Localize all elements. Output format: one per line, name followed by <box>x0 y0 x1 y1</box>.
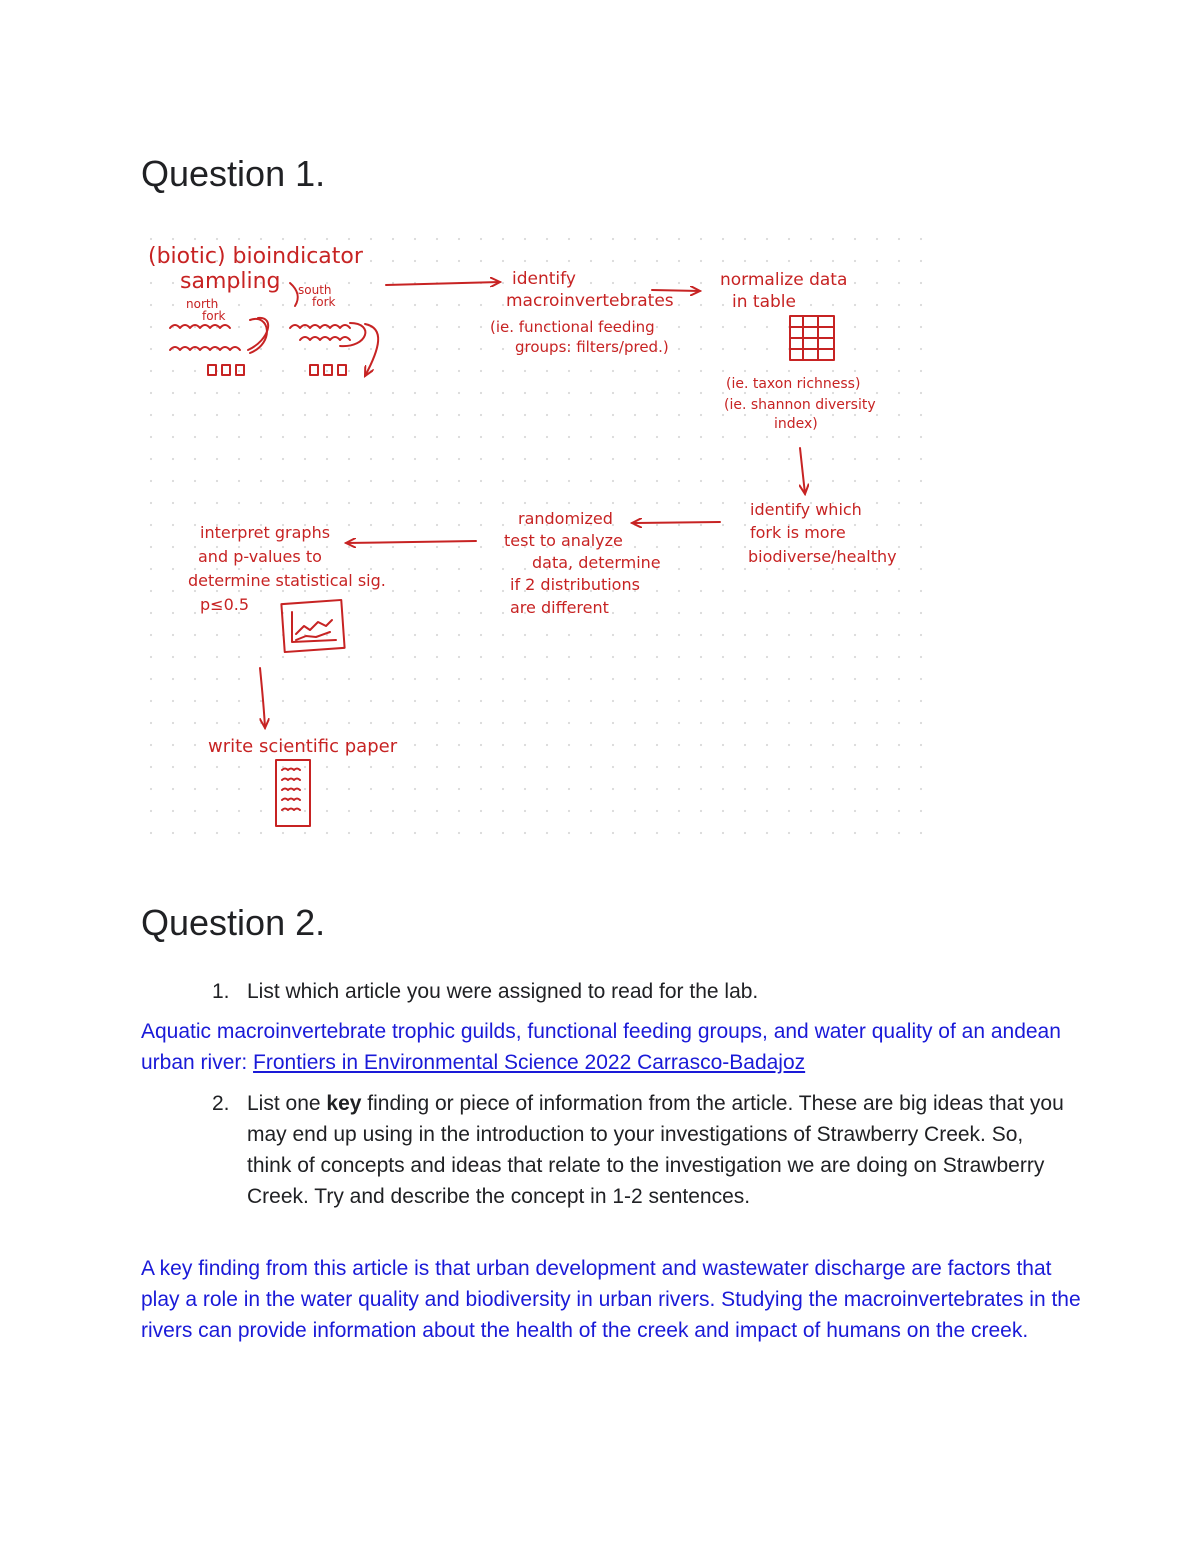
svg-text:(biotic) bioindicator <box>148 244 364 269</box>
sketch-text: (ie. shannon diversity <box>724 397 876 413</box>
sketch-text: and p-values to <box>198 547 322 566</box>
article-link[interactable]: Frontiers in Environmental Science 2022 Carrasco-Badajoz <box>253 1051 806 1074</box>
sketch-text: north <box>186 297 219 311</box>
text-part: List one <box>247 1092 327 1115</box>
sketch-text: fork <box>312 295 336 309</box>
sketch-text: (ie. functional feeding <box>490 318 655 336</box>
sketch-text: randomized <box>518 509 613 528</box>
arrow-fork-to-randomized-test <box>632 522 720 523</box>
list-item-text <box>247 1088 1072 1212</box>
answer-1 <box>141 1016 1081 1078</box>
svg-text:sampling <box>180 269 280 294</box>
sketch-text: biodiverse/healthy <box>748 547 897 566</box>
list-item-1 <box>212 976 1072 1007</box>
sketch-text: identify which <box>750 500 862 519</box>
sketch-text: (biotic) bioindicator <box>148 244 363 269</box>
list-item-2 <box>212 1088 1072 1212</box>
list-number: 2. <box>212 1092 230 1115</box>
sketch-text: (ie. taxon richness) <box>726 376 861 392</box>
answer-1-text: Aquatic macroinvertebrate trophic guilds, functional feeding groups, and water quality of an andean urban river: <box>141 1020 1061 1074</box>
handwritten-flowchart-sketch <box>140 228 940 848</box>
question-1-heading: Question 1. <box>141 153 326 194</box>
sketch-text: index) <box>774 416 818 432</box>
sketch-text: if 2 distributions <box>510 575 640 594</box>
arrow-identify-to-normalize <box>652 290 700 291</box>
sketch-text: are different <box>510 598 609 617</box>
question-2-heading: Question 2. <box>141 902 326 943</box>
answer-2: A key finding from this article is that urban development and wastewater discharge are factors that play a role in the water quality and biodiversity in urban rivers. Studying the macroinvertebrates in the rivers can provide information about the health of the creek and impact of humans on the creek. <box>141 1257 1081 1342</box>
sketch-text: sampling <box>180 269 281 294</box>
sketch-text: fork is more <box>750 523 846 542</box>
sketch-text: south <box>298 283 332 297</box>
sketch-text: normalize data <box>720 270 848 290</box>
sketch-text: macroinvertebrates <box>506 291 674 311</box>
sketch-text: test to analyze <box>504 531 623 550</box>
sketch-text: data, determine <box>532 553 661 572</box>
sketch-text: p≤0.5 <box>200 595 250 614</box>
sketch-text: in table <box>732 292 796 312</box>
sketch-text: determine statistical sig. <box>188 571 386 590</box>
sketch-text: write scientific paper <box>208 736 398 757</box>
sketch-text: interpret graphs <box>200 523 331 542</box>
text-part: finding or piece of information from the article. These are big ideas that you may end up using in the introduction to your investigations of Strawberry Creek. So, think of concepts and ideas that relate to the investigation we are doing on Strawberry Creek. Try and describe the concept in 1-2 sentences. <box>247 1092 1064 1208</box>
bold-key-word: key <box>326 1092 362 1115</box>
list-number: 1. <box>212 980 230 1003</box>
list-item-text: List which article you were assigned to read for the lab. <box>247 980 759 1003</box>
sketch-text: identify <box>512 269 576 289</box>
sketch-text: fork <box>202 309 226 323</box>
sketch-text: groups: filters/pred.) <box>515 338 669 356</box>
